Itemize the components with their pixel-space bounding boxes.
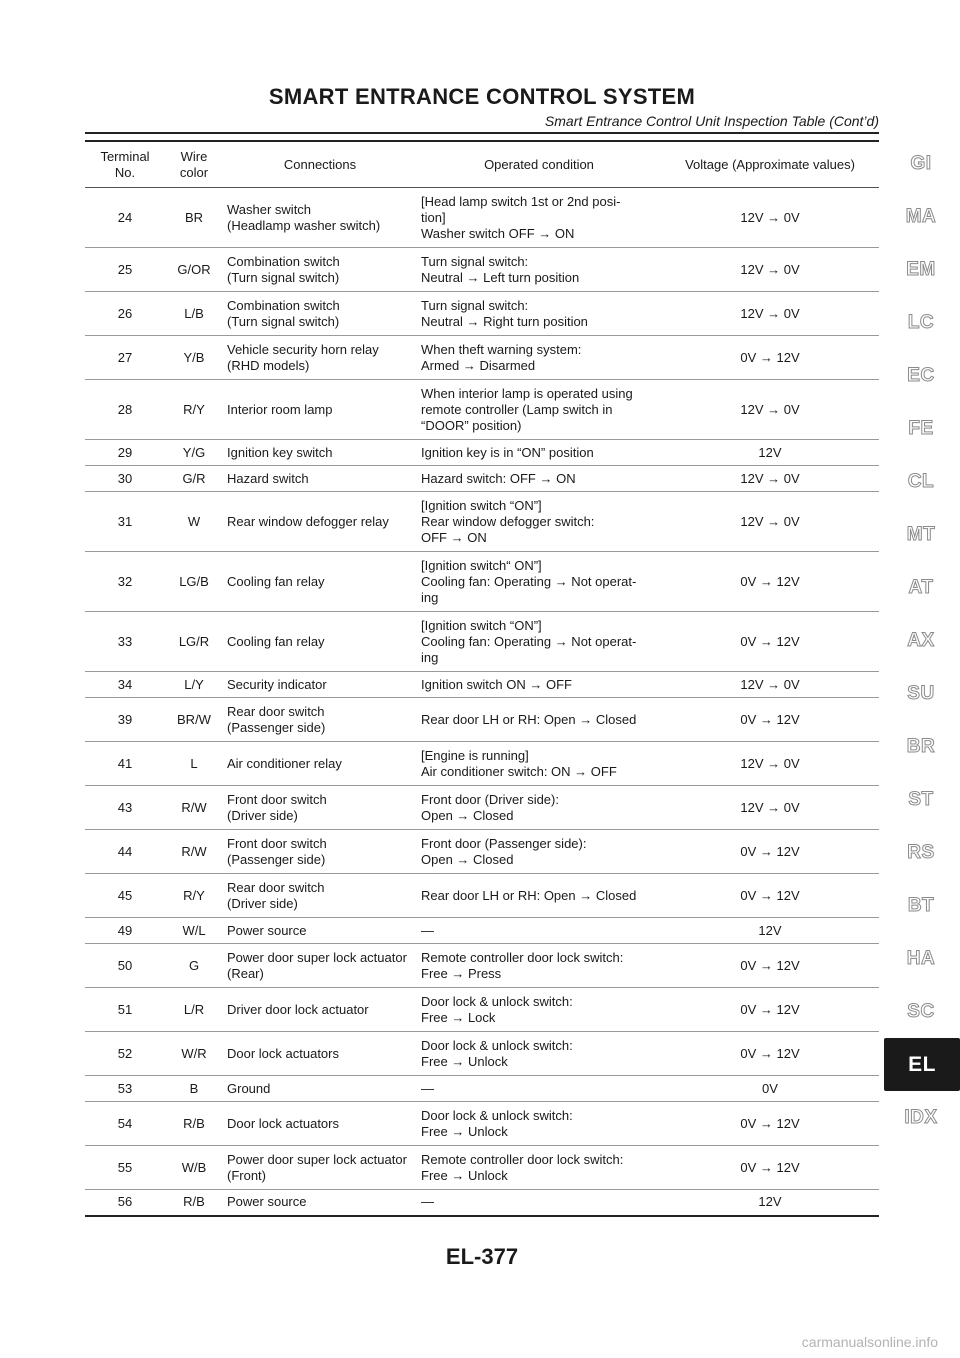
table-row (85, 698, 879, 742)
cell-wire-color: L (165, 742, 223, 786)
cell-terminal: 39 (85, 698, 165, 742)
cell-connection: Power door super lock actuator (Rear) (223, 944, 417, 988)
table-row (85, 466, 879, 492)
cell-connection: Security indicator (223, 672, 417, 698)
section-tab-lc[interactable]: LC (907, 312, 935, 333)
col-terminal-no: Terminal No. (85, 143, 165, 188)
cell-wire-color: R/Y (165, 874, 223, 918)
cell-terminal: 27 (85, 336, 165, 380)
cell-voltage: 0V → 12V (661, 874, 879, 918)
cell-voltage: 0V → 12V (661, 552, 879, 612)
cell-wire-color: R/B (165, 1102, 223, 1146)
cell-terminal: 54 (85, 1102, 165, 1146)
cell-wire-color: LG/R (165, 612, 223, 672)
section-tab-ha[interactable]: HA (906, 948, 936, 969)
cell-connection: Interior room lamp (223, 380, 417, 440)
cell-connection: Door lock actuators (223, 1102, 417, 1146)
section-tab-br[interactable]: BR (906, 736, 936, 757)
cell-condition: Rear door LH or RH: Open → Closed (417, 698, 661, 742)
cell-terminal: 32 (85, 552, 165, 612)
section-tab-st[interactable]: ST (908, 789, 934, 810)
page-subtitle: Smart Entrance Control Unit Inspection Table (Cont’d) (544, 113, 879, 129)
cell-wire-color: R/W (165, 830, 223, 874)
cell-condition: [Ignition switch“ ON”] Cooling fan: Operating → Not operat- ing (417, 552, 661, 612)
cell-condition: Ignition switch ON → OFF (417, 672, 661, 698)
table-row (85, 742, 879, 786)
cell-wire-color: LG/B (165, 552, 223, 612)
cell-connection: Washer switch (Headlamp washer switch) (223, 188, 417, 248)
table-row (85, 1076, 879, 1102)
section-tab-su[interactable]: SU (907, 683, 935, 704)
cell-connection: Power source (223, 918, 417, 944)
cell-connection: Front door switch (Passenger side) (223, 830, 417, 874)
inspection-table (85, 143, 879, 1217)
table-row (85, 830, 879, 874)
cell-wire-color: BR/W (165, 698, 223, 742)
cell-terminal: 44 (85, 830, 165, 874)
cell-wire-color: B (165, 1076, 223, 1102)
table-row (85, 380, 879, 440)
cell-voltage: 0V (661, 1076, 879, 1102)
cell-terminal: 33 (85, 612, 165, 672)
section-tab-idx[interactable]: IDX (904, 1107, 938, 1128)
cell-connection: Cooling fan relay (223, 552, 417, 612)
cell-connection: Vehicle security horn relay (RHD models) (223, 336, 417, 380)
col-connections: Connections (223, 143, 417, 188)
cell-voltage: 0V → 12V (661, 944, 879, 988)
cell-voltage: 12V (661, 1190, 879, 1216)
table-row (85, 292, 879, 336)
cell-condition: [Head lamp switch 1st or 2nd posi- tion] Washer switch OFF → ON (417, 188, 661, 248)
section-tab-mt[interactable]: MT (906, 524, 936, 545)
cell-voltage: 12V → 0V (661, 786, 879, 830)
section-tab-sc[interactable]: SC (907, 1001, 935, 1022)
table-row (85, 1032, 879, 1076)
table-row (85, 1146, 879, 1190)
section-tab-gi[interactable]: GI (910, 153, 932, 174)
page-header (85, 84, 879, 129)
cell-condition: — (417, 1190, 661, 1216)
cell-terminal: 34 (85, 672, 165, 698)
cell-terminal: 41 (85, 742, 165, 786)
cell-condition: Front door (Passenger side): Open → Closed (417, 830, 661, 874)
cell-terminal: 52 (85, 1032, 165, 1076)
cell-terminal: 50 (85, 944, 165, 988)
cell-condition: [Ignition switch “ON”] Cooling fan: Operating → Not operat- ing (417, 612, 661, 672)
cell-voltage: 12V → 0V (661, 466, 879, 492)
cell-connection: Rear door switch (Passenger side) (223, 698, 417, 742)
section-tab-el[interactable]: EL (884, 1038, 960, 1091)
cell-wire-color: Y/G (165, 440, 223, 466)
cell-condition: Door lock & unlock switch: Free → Unlock (417, 1032, 661, 1076)
cell-condition: Hazard switch: OFF → ON (417, 466, 661, 492)
cell-wire-color: L/Y (165, 672, 223, 698)
cell-terminal: 49 (85, 918, 165, 944)
table-row (85, 672, 879, 698)
cell-wire-color: BR (165, 188, 223, 248)
cell-wire-color: R/B (165, 1190, 223, 1216)
cell-terminal: 55 (85, 1146, 165, 1190)
table-row (85, 492, 879, 552)
cell-voltage: 0V → 12V (661, 830, 879, 874)
cell-connection: Rear window defogger relay (223, 492, 417, 552)
cell-voltage: 12V → 0V (661, 492, 879, 552)
cell-voltage: 0V → 12V (661, 1032, 879, 1076)
table-row (85, 440, 879, 466)
cell-terminal: 24 (85, 188, 165, 248)
table-row (85, 944, 879, 988)
cell-connection: Power source (223, 1190, 417, 1216)
table-row (85, 188, 879, 248)
cell-condition: When interior lamp is operated using remote controller (Lamp switch in “DOOR” position) (417, 380, 661, 440)
cell-terminal: 45 (85, 874, 165, 918)
cell-voltage: 12V → 0V (661, 248, 879, 292)
cell-wire-color: Y/B (165, 336, 223, 380)
table-row (85, 336, 879, 380)
cell-connection: Combination switch (Turn signal switch) (223, 292, 417, 336)
cell-terminal: 25 (85, 248, 165, 292)
col-wire-color: Wire color (165, 143, 223, 188)
cell-wire-color: W/L (165, 918, 223, 944)
cell-terminal: 53 (85, 1076, 165, 1102)
cell-voltage: 0V → 12V (661, 612, 879, 672)
cell-terminal: 43 (85, 786, 165, 830)
table-row (85, 918, 879, 944)
table-row (85, 1102, 879, 1146)
table-row (85, 248, 879, 292)
cell-voltage: 0V → 12V (661, 336, 879, 380)
col-operated-condition: Operated condition (417, 143, 661, 188)
cell-condition: Front door (Driver side): Open → Closed (417, 786, 661, 830)
table-row (85, 552, 879, 612)
cell-condition: Turn signal switch: Neutral → Left turn position (417, 248, 661, 292)
section-tab-ma[interactable]: MA (905, 206, 937, 227)
table-row (85, 612, 879, 672)
cell-connection: Front door switch (Driver side) (223, 786, 417, 830)
cell-wire-color: R/Y (165, 380, 223, 440)
section-tab-ec[interactable]: EC (907, 365, 935, 386)
cell-connection: Hazard switch (223, 466, 417, 492)
cell-terminal: 30 (85, 466, 165, 492)
cell-voltage: 0V → 12V (661, 1102, 879, 1146)
cell-voltage: 12V → 0V (661, 380, 879, 440)
cell-condition: Remote controller door lock switch: Free → Unlock (417, 1146, 661, 1190)
cell-wire-color: W/R (165, 1032, 223, 1076)
cell-connection: Cooling fan relay (223, 612, 417, 672)
cell-wire-color: G/R (165, 466, 223, 492)
cell-wire-color: R/W (165, 786, 223, 830)
table-header-row (85, 143, 879, 188)
page-number: EL-377 (445, 1244, 519, 1269)
section-tab-rs[interactable]: RS (907, 842, 935, 863)
cell-terminal: 29 (85, 440, 165, 466)
header-rule (85, 132, 879, 134)
cell-condition: Door lock & unlock switch: Free → Lock (417, 988, 661, 1032)
cell-condition: [Ignition switch “ON”] Rear window defogger switch: OFF → ON (417, 492, 661, 552)
cell-condition: — (417, 1076, 661, 1102)
cell-wire-color: L/B (165, 292, 223, 336)
watermark: carmanualsonline.info (801, 1334, 938, 1350)
cell-connection: Door lock actuators (223, 1032, 417, 1076)
section-tab-fe[interactable]: FE (908, 418, 934, 439)
table-top-rule (85, 140, 879, 142)
page-title: SMART ENTRANCE CONTROL SYSTEM (268, 84, 696, 109)
cell-condition: Remote controller door lock switch: Free → Press (417, 944, 661, 988)
cell-wire-color: W (165, 492, 223, 552)
cell-connection: Ground (223, 1076, 417, 1102)
section-tab-at[interactable]: AT (908, 577, 934, 598)
cell-connection: Ignition key switch (223, 440, 417, 466)
col-voltage: Voltage (Approximate values) (661, 143, 879, 188)
cell-condition: Turn signal switch: Neutral → Right turn position (417, 292, 661, 336)
cell-voltage: 12V (661, 918, 879, 944)
section-tab-cl[interactable]: CL (907, 471, 935, 492)
cell-terminal: 51 (85, 988, 165, 1032)
cell-condition: [Engine is running] Air conditioner switch: ON → OFF (417, 742, 661, 786)
cell-condition: — (417, 918, 661, 944)
table-row (85, 874, 879, 918)
cell-wire-color: G (165, 944, 223, 988)
cell-voltage: 12V → 0V (661, 672, 879, 698)
cell-voltage: 12V → 0V (661, 292, 879, 336)
cell-voltage: 12V → 0V (661, 188, 879, 248)
cell-connection: Rear door switch (Driver side) (223, 874, 417, 918)
cell-condition: When theft warning system: Armed → Disarmed (417, 336, 661, 380)
section-index-tabs (882, 137, 960, 1144)
cell-condition: Door lock & unlock switch: Free → Unlock (417, 1102, 661, 1146)
cell-wire-color: W/B (165, 1146, 223, 1190)
section-tab-ax[interactable]: AX (907, 630, 935, 651)
cell-condition: Ignition key is in “ON” position (417, 440, 661, 466)
table-row (85, 1190, 879, 1216)
cell-voltage: 12V → 0V (661, 742, 879, 786)
cell-connection: Driver door lock actuator (223, 988, 417, 1032)
cell-voltage: 0V → 12V (661, 988, 879, 1032)
cell-connection: Combination switch (Turn signal switch) (223, 248, 417, 292)
cell-connection: Power door super lock actuator (Front) (223, 1146, 417, 1190)
cell-terminal: 31 (85, 492, 165, 552)
cell-voltage: 0V → 12V (661, 1146, 879, 1190)
cell-terminal: 56 (85, 1190, 165, 1216)
cell-terminal: 26 (85, 292, 165, 336)
cell-connection: Air conditioner relay (223, 742, 417, 786)
section-tab-em[interactable]: EM (906, 259, 936, 280)
cell-condition: Rear door LH or RH: Open → Closed (417, 874, 661, 918)
table-row (85, 786, 879, 830)
cell-voltage: 12V (661, 440, 879, 466)
cell-voltage: 0V → 12V (661, 698, 879, 742)
cell-wire-color: G/OR (165, 248, 223, 292)
section-tab-bt[interactable]: BT (907, 895, 935, 916)
cell-wire-color: L/R (165, 988, 223, 1032)
table-row (85, 988, 879, 1032)
cell-terminal: 28 (85, 380, 165, 440)
